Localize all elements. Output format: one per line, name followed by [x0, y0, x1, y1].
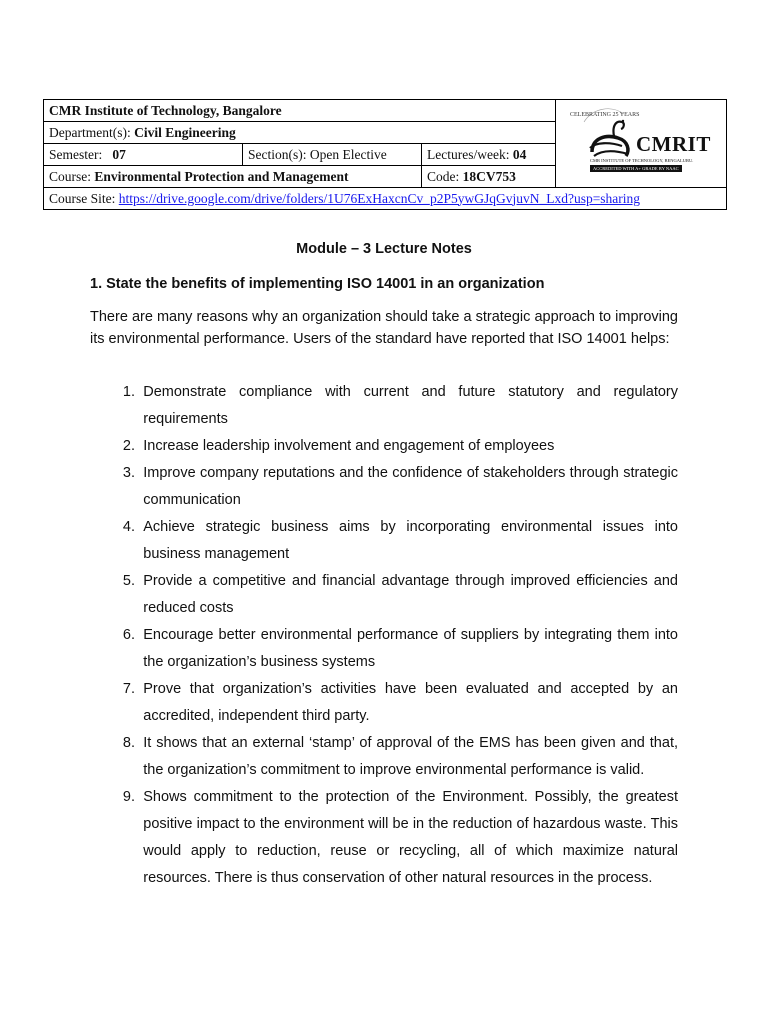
list-item: 1. Demonstrate compliance with current and future statutory and regulatory requirements — [122, 384, 678, 427]
course-site-link[interactable]: https://drive.google.com/drive/folders/1U76ExHaxcnCv_p2P5ywGJqGvjuvN_Lxd?usp=sharing — [118, 190, 641, 206]
logo-cell — [556, 100, 727, 188]
logo-subtitle: CMR INSTITUTE OF TECHNOLOGY, BENGALURU. — [590, 157, 694, 163]
benefits-list — [90, 379, 678, 892]
department-cell: Department(s): Civil Engineering — [44, 122, 556, 144]
list-item: 6. Encourage better environmental performance of suppliers by integrating them into the organization’s business systems — [122, 627, 678, 670]
cmrit-logo — [566, 104, 716, 184]
list-item: 2. Increase leadership involvement and engagement of employees — [122, 438, 555, 454]
accreditation-badge: ACCREDITED WITH A+ GRADE BY NAAC — [590, 165, 682, 172]
list-item: 7. Prove that organization’s activities have been evaluated and accepted by an accredited, independent third party. — [122, 681, 678, 724]
list-item: 4. Achieve strategic business aims by incorporating environmental issues into business management — [122, 519, 678, 562]
institute-name: CMR Institute of Technology, Bangalore — [44, 100, 556, 122]
section-cell: Section(s): Open Elective — [243, 144, 422, 166]
semester-cell: Semester: 07 — [44, 144, 243, 166]
list-item: 9. Shows commitment to the protection of the Environment. Possibly, the greatest positive impact to the environment will be in the reduction of hazardous waste. This would apply to reduction, reuse or recycling, all of which maximize natural resources. There is thus conservation of other natural resources in the process. — [122, 789, 678, 886]
logo-name: CMRIT — [636, 131, 711, 156]
list-item: 5. Provide a competitive and financial advantage through improved efficiencies and reduced costs — [122, 573, 678, 616]
course-site-label: Course Site: — [49, 190, 119, 206]
logo-arc-text: CELEBRATING 25 YEARS — [570, 111, 640, 118]
course-header-table — [43, 99, 727, 210]
intro-paragraph: There are many reasons why an organization should take a strategic approach to improving its environmental performance. Users of the standard have reported that ISO 14001 helps: — [90, 309, 678, 347]
list-item: 8. It shows that an external ‘stamp’ of approval of the EMS has been given and that, the organization’s commitment to improve environmental performance is valid. — [122, 735, 678, 778]
list-item: 3. Improve company reputations and the confidence of stakeholders through strategic communication — [122, 465, 678, 508]
lectures-cell: Lectures/week: 04 — [422, 144, 556, 166]
course-cell: Course: Environmental Protection and Management — [44, 166, 422, 188]
module-title: Module – 3 Lecture Notes — [296, 241, 472, 257]
code-cell: Code: 18CV753 — [422, 166, 556, 188]
question-heading: 1. State the benefits of implementing ISO 14001 in an organization — [90, 276, 545, 292]
course-site-cell — [44, 188, 727, 210]
